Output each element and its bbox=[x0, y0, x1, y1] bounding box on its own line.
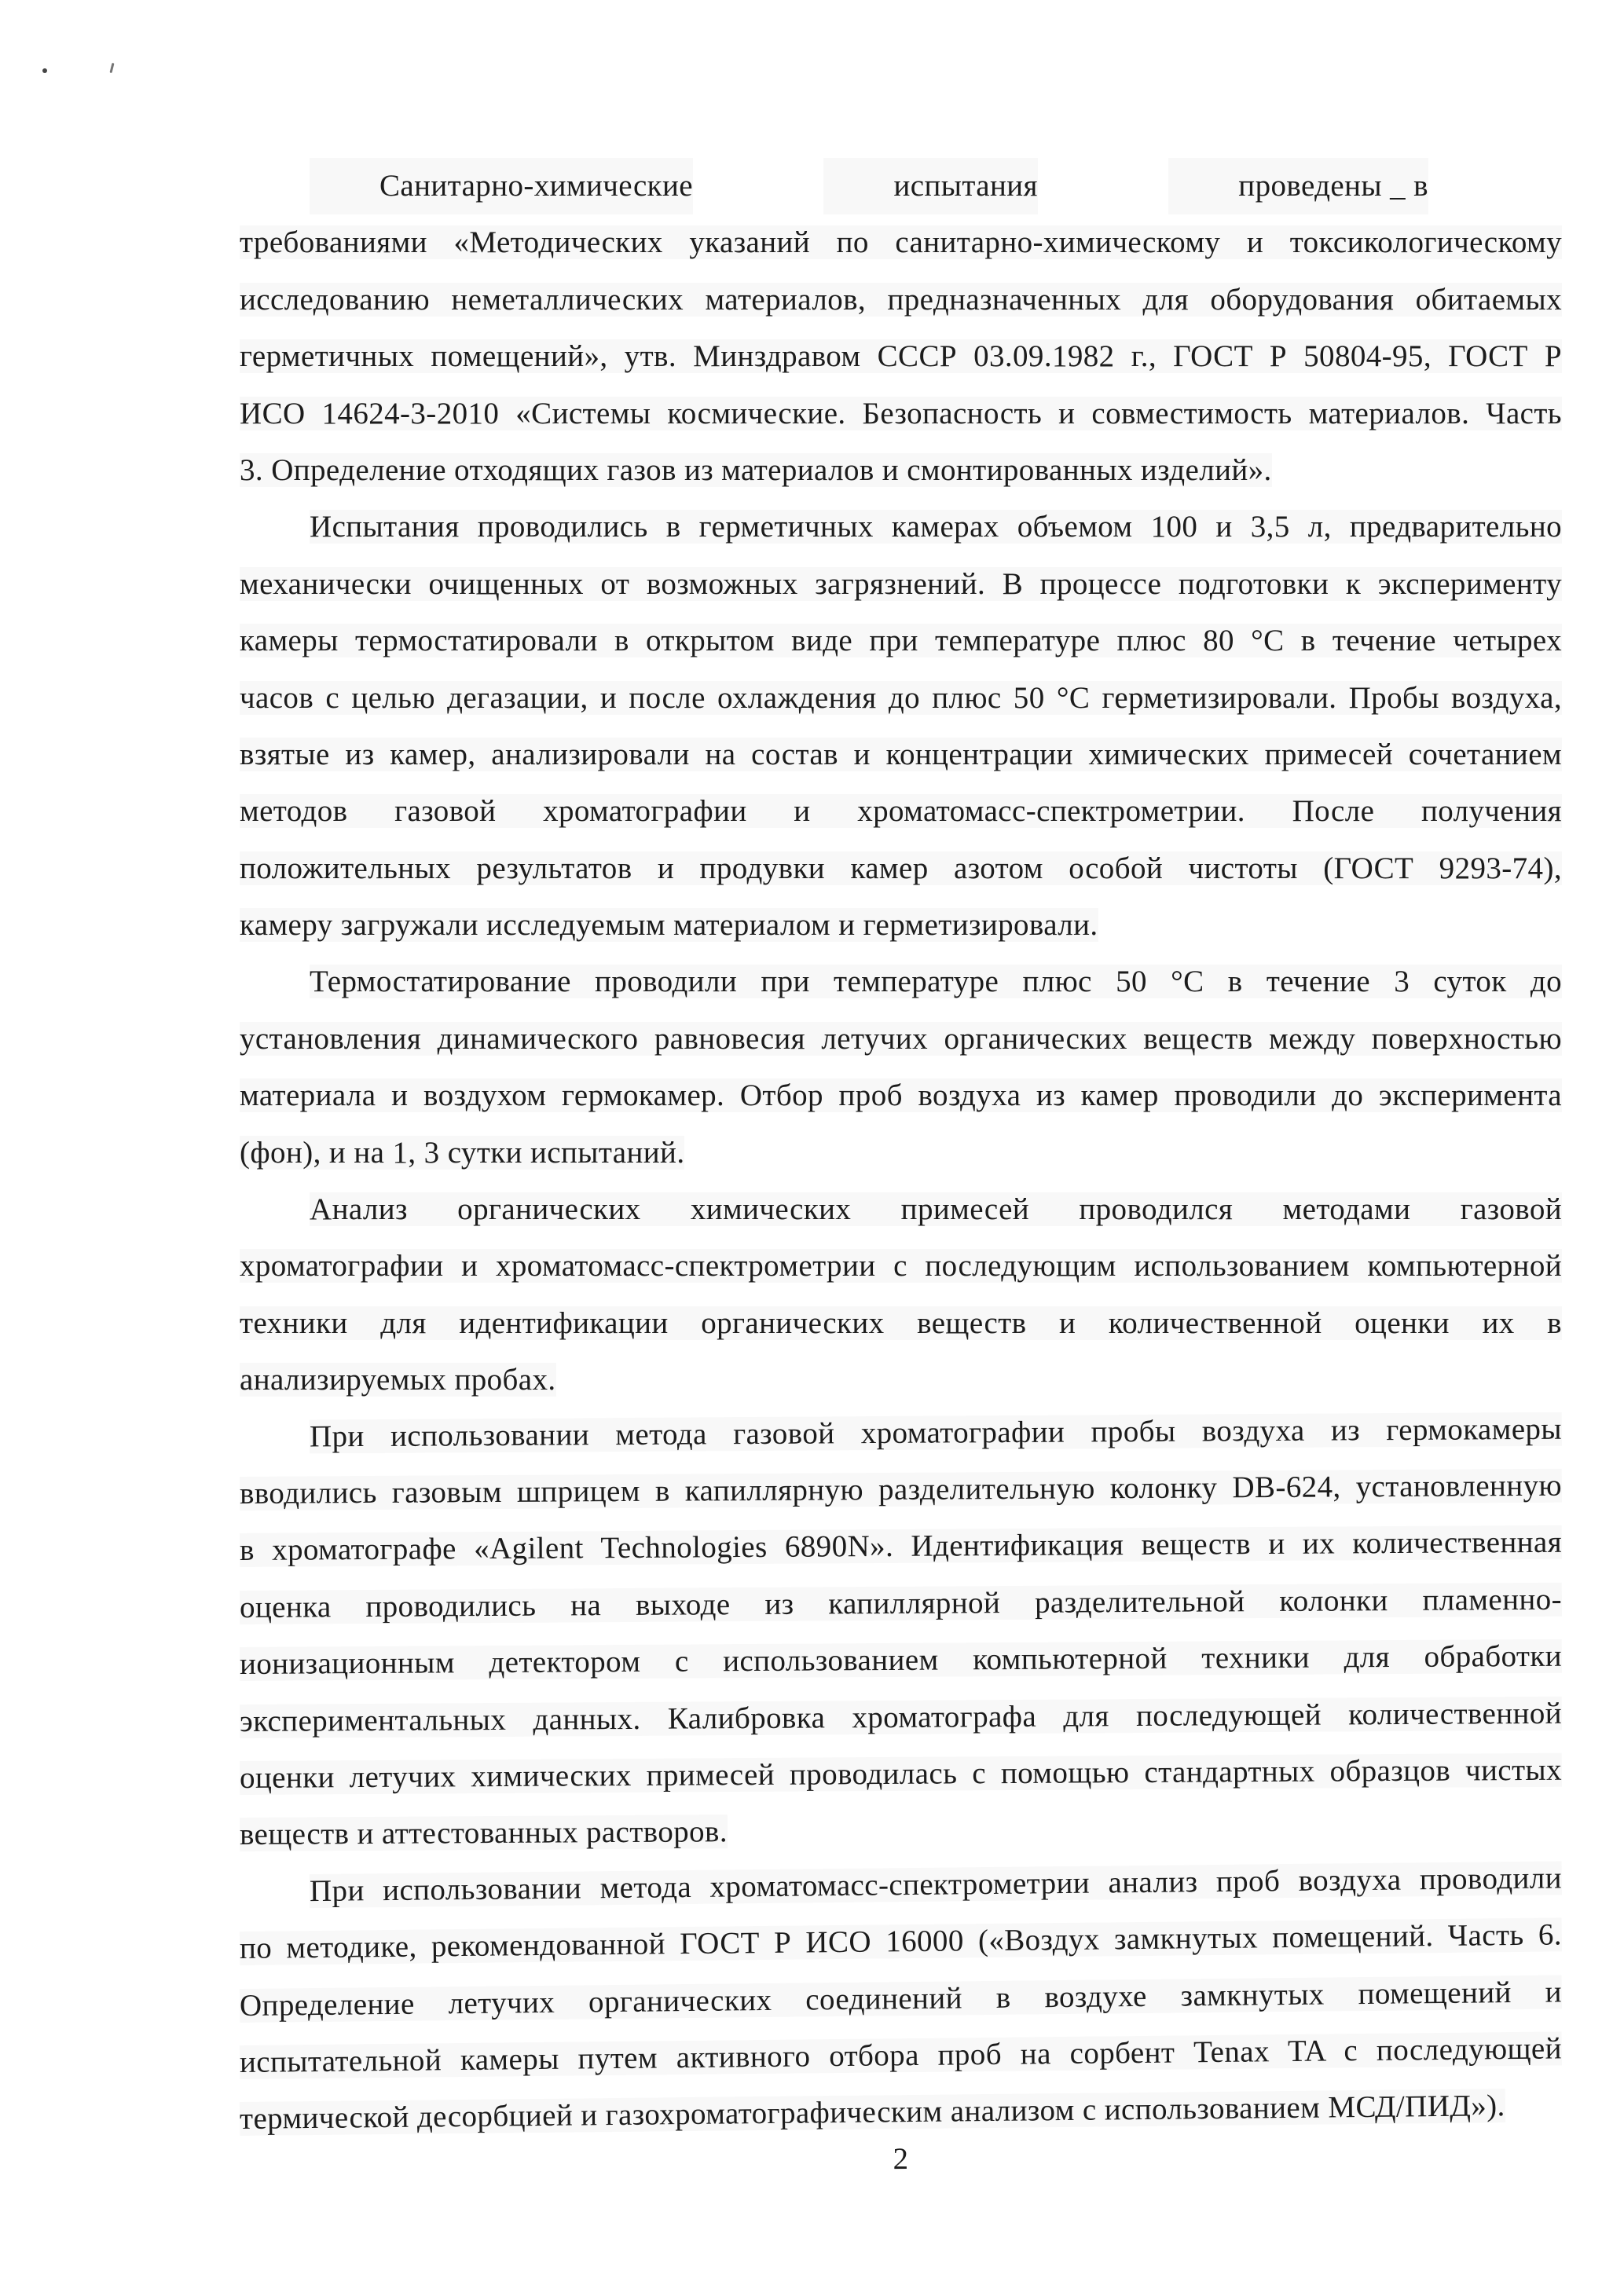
text-line bbox=[240, 840, 1562, 897]
text-line bbox=[240, 613, 1562, 669]
text-line bbox=[240, 1125, 1562, 1181]
text-run: термической десорбцией и газохроматографическим анализом с использованием МСД/ПИД»). bbox=[239, 2089, 1505, 2137]
text-line bbox=[240, 1458, 1562, 1523]
text-line bbox=[240, 1401, 1562, 1466]
scan-speck-dot-icon bbox=[42, 68, 47, 73]
text-run: Термостатирование проводили при температуре плюс 50 °С в течение 3 суток до bbox=[310, 965, 1562, 999]
text-run: камеру загружали исследуемым материалом и герметизировали. bbox=[240, 908, 1098, 943]
document-text bbox=[240, 158, 1562, 2148]
text-run: Определение летучих органических соединений в воздухе замкнутых помещений и bbox=[239, 1974, 1563, 2023]
text-run: Анализ органических химических примесей проводился методами газовой bbox=[310, 1192, 1562, 1227]
text-run: Испытания проводились в герметичных камерах объемом 100 и 3,5 л, предварительно bbox=[310, 510, 1562, 544]
text-line bbox=[240, 442, 1562, 499]
text-line bbox=[240, 1685, 1562, 1750]
text-run: герметичных помещений», утв. Минздравом СССР 03.09.1982 г., ГОСТ Р 50804-95, ГОСТ Р bbox=[240, 339, 1562, 374]
text-line bbox=[240, 1181, 1562, 1238]
text-run: механически очищенных от возможных загрязнений. В процессе подготовки к эксперименту bbox=[240, 566, 1562, 601]
text-segment: проведены _ в bbox=[1168, 158, 1428, 214]
text-line bbox=[240, 670, 1562, 727]
text-run: часов с целью дегазации, и после охлаждения до плюс 50 °С герметизировали. Пробы воздуха, bbox=[240, 680, 1562, 715]
text-run: хроматографии и хроматомасс-спектрометрии с последующим использованием компьютерной bbox=[240, 1249, 1562, 1283]
text-run: камеры термостатировали в открытом виде при температуре плюс 80 °С в течение четырех bbox=[240, 624, 1562, 658]
text-run: При использовании метода газовой хроматографии пробы воздуха из гермокамеры bbox=[309, 1412, 1563, 1454]
text-line bbox=[240, 272, 1562, 328]
text-run: ИСО 14624-3-2010 «Системы космические. Безопасность и совместимость материалов. Часть bbox=[240, 396, 1562, 430]
text-line bbox=[240, 1742, 1562, 1807]
text-line bbox=[240, 727, 1562, 783]
text-run: оценка проводились на выходе из капиллярной разделительной колонки пламенно- bbox=[239, 1582, 1563, 1624]
text-run: оценки летучих химических примесей проводилась с помощью стандартных образцов чистых bbox=[239, 1752, 1563, 1795]
text-line bbox=[240, 1295, 1562, 1352]
text-run: исследованию неметаллических материалов, предназначенных для оборудования обитаемых bbox=[240, 282, 1562, 317]
text-line bbox=[240, 214, 1562, 271]
scan-speck-tick-icon bbox=[109, 63, 114, 73]
text-line bbox=[240, 386, 1562, 442]
text-run: 3. Определение отходящих газов из материалов и смонтированных изделий». bbox=[240, 452, 1272, 487]
text-run: требованиями «Методических указаний по санитарно-химическому и токсикологическому bbox=[240, 225, 1562, 260]
text-run: взятые из камер, анализировали на состав и концентрации химических примесей сочетанием bbox=[240, 737, 1562, 771]
text-run: в хроматографе «Agilent Technologies 6890N». Идентификация веществ и их количественная bbox=[239, 1525, 1563, 1568]
text-line bbox=[240, 499, 1562, 555]
text-run: экспериментальных данных. Калибровка хроматографа для последующей количественной bbox=[239, 1696, 1563, 1738]
text-line bbox=[240, 1628, 1562, 1694]
text-line bbox=[240, 783, 1562, 840]
text-run: испытательной камеры путем активного отбора проб на сорбент Tenax TA с последующей bbox=[239, 2031, 1563, 2079]
text-segment: испытания bbox=[823, 158, 1037, 214]
text-line bbox=[240, 1067, 1562, 1124]
text-segment: Санитарно-химические bbox=[310, 158, 693, 214]
text-run: техники для идентификации органических веществ и количественной оценки их в bbox=[240, 1305, 1562, 1340]
text-run: методов газовой хроматографии и хроматомасс-спектрометрии. После получения bbox=[240, 794, 1562, 829]
text-run: по методике, рекомендованной ГОСТ Р ИСО 16000 («Воздух замкнутых помещений. Часть 6. bbox=[239, 1917, 1563, 1966]
text-line bbox=[240, 1352, 1562, 1408]
page-number: 2 bbox=[893, 2141, 909, 2177]
text-run: установления динамического равновесия летучих органических веществ между поверхностью bbox=[240, 1021, 1562, 1056]
text-line bbox=[240, 1238, 1562, 1294]
text-line bbox=[240, 1571, 1562, 1636]
text-line bbox=[240, 1514, 1562, 1580]
text-line bbox=[240, 954, 1562, 1010]
text-run: (фон), и на 1, 3 сутки испытаний. bbox=[240, 1135, 685, 1170]
text-line bbox=[240, 328, 1562, 385]
text-run: материала и воздухом гермокамер. Отбор проб воздуха из камер проводили до эксперимента bbox=[240, 1078, 1562, 1113]
text-line bbox=[240, 158, 1428, 214]
text-run: веществ и аттестованных растворов. bbox=[239, 1814, 728, 1852]
text-line bbox=[240, 897, 1562, 954]
text-run: анализируемых пробах. bbox=[240, 1363, 556, 1397]
text-line bbox=[240, 556, 1562, 613]
text-run: ионизационным детектором с использованием компьютерной техники для обработки bbox=[239, 1639, 1563, 1682]
text-run: вводились газовым шприцем в капиллярную разделительную колонку DB-624, установленную bbox=[239, 1468, 1563, 1511]
text-run: положительных результатов и продувки камер азотом особой чистоты (ГОСТ 9293-74), bbox=[240, 851, 1562, 885]
text-line bbox=[240, 1011, 1562, 1067]
text-run: При использовании метода хроматомасс-спектрометрии анализ проб воздуха проводили bbox=[309, 1861, 1563, 1908]
